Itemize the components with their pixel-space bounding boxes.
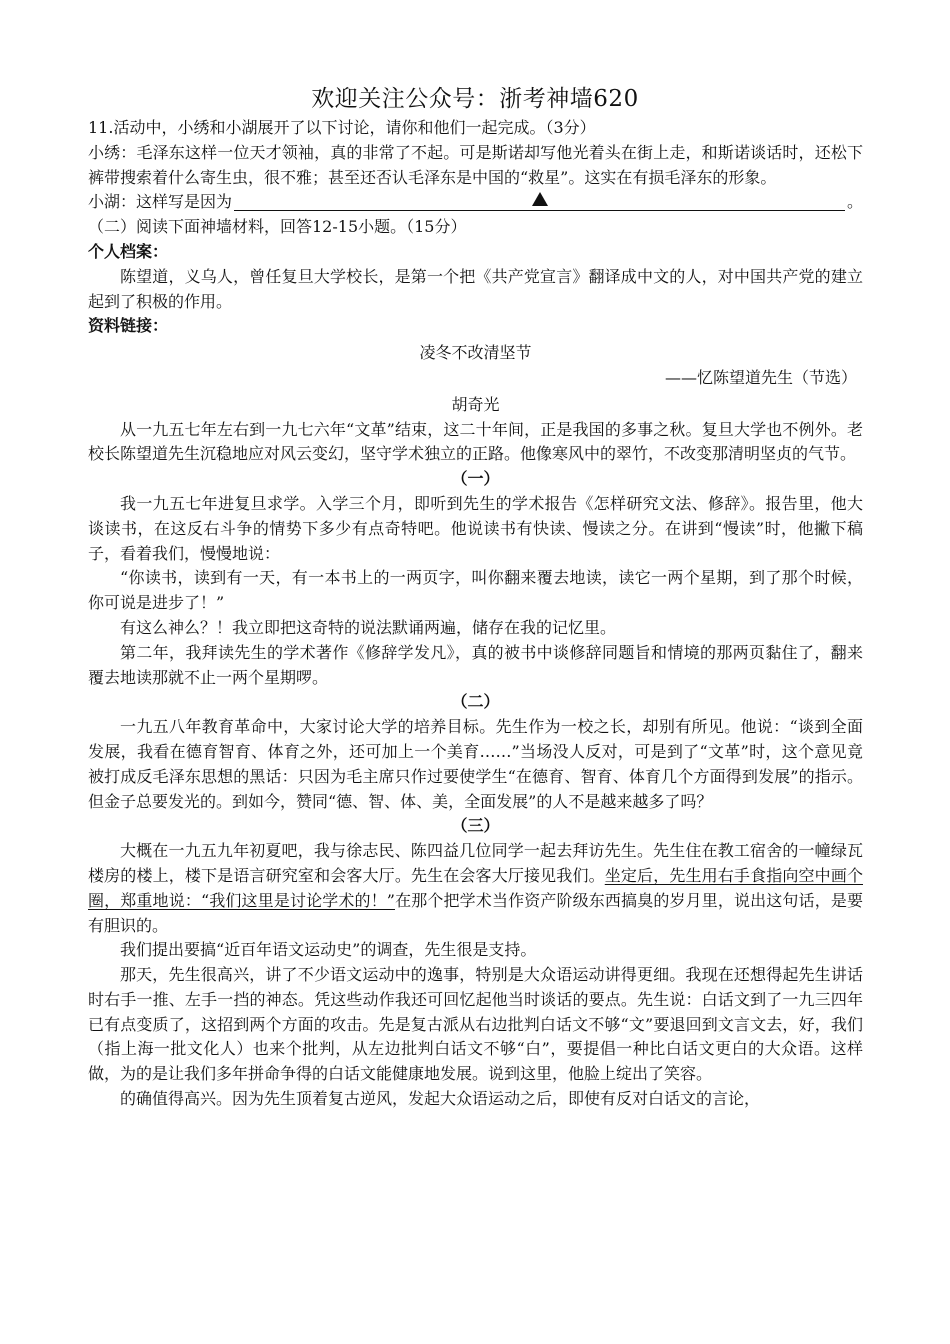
- profile-heading: 个人档案：: [88, 241, 169, 261]
- question-11-prompt: 11.活动中，小绣和小湖展开了以下讨论，请你和他们一起完成。（3分）: [88, 118, 596, 137]
- page-content: [88, 116, 863, 1112]
- section-3-text: 大概在一九五九年初夏吧，我与徐志民、陈四益几位同学一起去拜访先生。先生住在教工宿舍的一幢绿瓦楼房的楼上，楼下是语言研究室和会客大厅。先生在会客大厅接见我们。: [88, 841, 863, 885]
- triangle-icon: [532, 192, 548, 206]
- link-heading: 资料链接：: [88, 316, 169, 336]
- profile-text: 陈望道，义乌人，曾任复旦大学校长，是第一个把《共产党宣言》翻译成中文的人，对中国共产党的建立起到了积极的作用。: [88, 266, 863, 311]
- section-1-paragraph: 我一九五七年进复旦求学。入学三个月，即听到先生的学术报告《怎样研究文法、修辞》。报告里，他大谈读书，在这反右斗争的情势下多少有点奇特吧。他说读书有快读、慢读之分。在讲到“慢读”时，他撇下稿子，看着我们，慢慢地说：: [88, 493, 863, 563]
- section-3-text: 在那个把学术当作资产阶级东西搞臭的岁月里，说出这句话，是要有胆识的。: [88, 890, 863, 935]
- underlined-sentence: 坐定后，先生用右手食指向空中画个圈，郑重地说：“我们这里是讨论学术的！”: [88, 865, 863, 910]
- article-title: 凌冬不改清坚节: [419, 343, 532, 363]
- section-1-paragraph: 有这么神么？！我立即把这奇特的说法默诵两遍，储存在我的记忆里。: [120, 617, 617, 637]
- article-author: 胡奇光: [451, 394, 500, 414]
- question-11-xiaoxiu: 小绣：毛泽东这样一位天才领袖，真的非常了不起。可是斯诺却写他光着头在街上走，和斯诺谈话时，还松下裤带搜索着什么寄生虫，很不雅；甚至还否认毛泽东是中国的“救星”。这实在有损毛泽东的形象。: [88, 142, 863, 187]
- part-2-heading: （二）阅读下面神墙材料，回答12-15小题。（15分）: [88, 217, 467, 237]
- page-banner: 欢迎关注公众号：浙考神墙620: [311, 86, 639, 112]
- section-3-paragraph: 的确值得高兴。因为先生顶着复古逆风，发起大众语运动之后，即使有反对白话文的言论，: [120, 1089, 761, 1109]
- section-3-paragraph: 那天，先生很高兴，讲了不少语文运动中的逸事，特别是大众语运动讲得更细。我现在还想得起先生讲话时右手一推、左手一挡的神态。凭这些动作我还可回忆起他当时谈话的要点。先生说：白话文到了一九三四年已有点变质了，这招到两个方面的攻击。先是复古派从右边批判白话文不够“文”要退回到文言文去，好，我们（指上海一批文化人）也来个批判，从左边批判白话文不够“白”，要提倡一种比白话文更白的大众语。这样做，为的是让我们多年拼命争得的白话文能健康地发展。说到这里，他脸上绽出了笑容。: [88, 965, 863, 1084]
- section-1-paragraph: 第二年，我拜读先生的学术著作《修辞学发凡》，真的被书中谈修辞同题旨和情境的那两页黏住了，翻来覆去地读那就不止一两个星期啰。: [88, 642, 863, 687]
- answer-blank[interactable]: [234, 193, 845, 211]
- question-11-xiaohu-label: 小湖：这样写是因为: [88, 192, 233, 212]
- article-intro: 从一九五七年左右到一九七六年“文革”结束，这二十年间，正是我国的多事之秋。复旦大学也不例外。老校长陈望道先生沉稳地应对风云变幻，坚守学术独立的正路。他像寒风中的翠竹，不改变那清明坚贞的气节。: [88, 419, 863, 464]
- question-11-answer-line: [88, 190, 863, 215]
- section-2-heading: （二）: [451, 692, 500, 712]
- section-3-paragraph: [88, 839, 863, 938]
- answer-line-end: 。: [846, 192, 863, 212]
- section-1-heading: （一）: [451, 469, 500, 489]
- article-subtitle: ——忆陈望道先生（节选）: [664, 367, 857, 387]
- section-3-paragraph: 我们提出要搞“近百年语文运动史”的调查，先生很是支持。: [120, 940, 537, 960]
- section-2-paragraph: 一九五八年教育革命中，大家讨论大学的培养目标。先生作为一校之长，却别有所见。他说：“谈到全面发展，我看在德育智育、体育之外，还可加上一个美育……”当场没人反对，可是到了“文革”时，这个意见竟被打成反毛泽东思想的黑话：只因为毛主席只作过要使学生“在德育、智育、体育几个方面得到发展”的指示。但金子总要发光的。到如今，赞同“德、智、体、美，全面发展”的人不是越来越多了吗？: [88, 717, 863, 811]
- section-3-heading: （三）: [451, 816, 500, 836]
- section-1-paragraph: “你读书，读到有一天，有一本书上的一两页字，叫你翻来覆去地读，读它一两个星期，到了那个时候，你可说是进步了！”: [88, 568, 863, 613]
